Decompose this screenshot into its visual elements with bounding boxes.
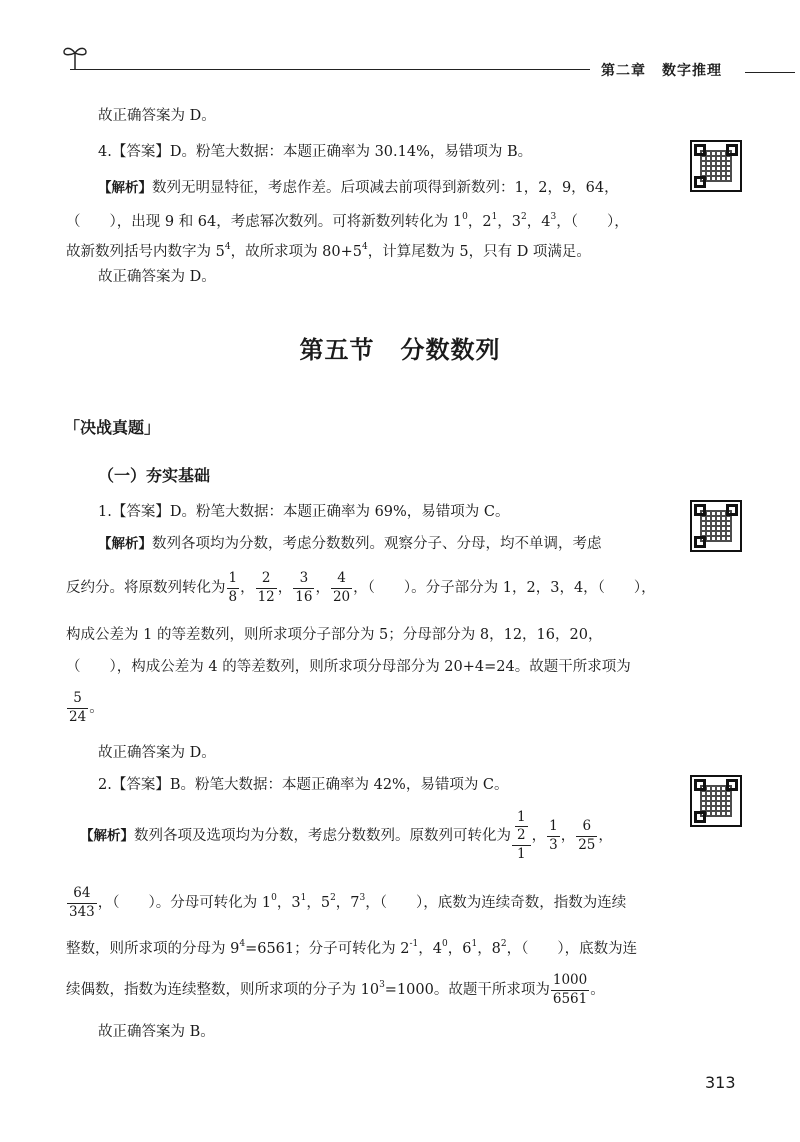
analysis-tag: 【解析】	[98, 180, 152, 196]
q2-answer-line: 2.【答案】B。粉笔大数据：本题正确率为 42%，易错项为 C。	[98, 777, 509, 793]
header-rule-right	[745, 72, 795, 73]
fraction: $\frac{3}{16}$	[295, 570, 313, 605]
fraction: $\frac{1}{8}$	[228, 570, 238, 605]
section-title: 第五节 分数数列	[299, 336, 501, 364]
header-rule	[70, 69, 590, 70]
qr-code[interactable]	[690, 140, 742, 192]
q2-analysis-line4: 续偶数，指数为连续整数，则所求项的分子为 $10^3=1000$。故题干所求项为 $\frac{1000}{6561}$ 。	[66, 972, 605, 1007]
q4-analysis-line2: （ ），出现 9 和 64，考虑幂次数列。可将新数列转化为 $1^0$，$2^1$，$3^2$，$4^3$，（ ），	[66, 212, 629, 230]
fraction: $\frac{6}{25}$	[578, 818, 596, 853]
q1-answer-line: 1.【答案】D。粉笔大数据：本题正确率为 69%，易错项为 C。	[98, 504, 510, 520]
subsection-title: （一）夯实基础	[98, 466, 211, 485]
sprout-icon	[62, 42, 88, 72]
subheading: 「决战真题」	[64, 418, 161, 437]
chapter-title: 数字推理	[662, 63, 722, 79]
q1-answer-fraction: $\frac{5}{24}$ 。	[69, 690, 104, 725]
q1-analysis-line4: （ ），构成公差为 4 的等差数列，则所求项分母部分为 20+4=24。故题干所求项为	[66, 659, 631, 675]
qr-code[interactable]	[690, 500, 742, 552]
q4-analysis-line1: 【解析】数列无明显特征，考虑作差。后项减去前项得到新数列：1，2，9，64，	[98, 180, 619, 196]
q4-answer-line: 4.【答案】D。粉笔大数据：本题正确率为 30.14%，易错项为 B。	[98, 144, 533, 160]
q4-conclusion: 故正确答案为 D。	[98, 269, 216, 285]
q1-analysis-line2: 反约分。将原数列转化为 $\frac{1}{8}$ ， $\frac{2}{12}$ ， $\frac{3}{16}$ ， $\frac{4}{20}$ ，（ ）。分子部分为 1，2，3，4，（ ），	[66, 570, 656, 605]
qr-code[interactable]	[690, 775, 742, 827]
q4-analysis-line3: 故新数列括号内数字为 $5^4$，故所求项为 $80+5^4$，计算尾数为 5，只有 D 项满足。	[66, 242, 591, 260]
q2-analysis-line3: 整数，则所求项的分母为 $9^4=6561$；分子可转化为 $2^{-1}$，$4^0$，$6^1$，$8^2$，（ ），底数为连	[66, 939, 638, 957]
q1-conclusion: 故正确答案为 D。	[98, 745, 216, 761]
analysis-tag: 【解析】	[98, 536, 152, 552]
analysis-tag: 【解析】	[80, 828, 134, 844]
q1-analysis-line1: 【解析】数列各项均为分数，考虑分数数列。观察分子、分母，均不单调，考虑	[98, 536, 602, 552]
q2-analysis-line2: $\frac{64}{343}$ ，（ ）。分母可转化为 $1^0$，$3^1$，$5^2$，$7^3$，（ ），底数为连续奇数，指数为连续	[69, 885, 627, 920]
conclusion-line: 故正确答案为 D。	[98, 108, 216, 124]
q2-analysis-line1: 【解析】数列各项及选项均为分数，考虑分数数列。原数列可转化为 $\frac{\frac{1}{2}}{1}$ ， $\frac{1}{3}$ ， $\frac{6}{25}$ ，	[80, 808, 613, 862]
page-number: 313	[705, 1073, 736, 1092]
q1-analysis-line3: 构成公差为 1 的等差数列，则所求项分子部分为 5；分母部分为 8，12，16，20，	[66, 627, 603, 643]
chapter-number: 第二章	[601, 63, 646, 79]
q2-conclusion: 故正确答案为 B。	[98, 1024, 215, 1040]
running-header	[601, 60, 738, 80]
fraction: $\frac{1}{3}$	[549, 818, 558, 853]
fraction: $\frac{64}{343}$	[69, 885, 95, 920]
fraction: $\frac{2}{12}$	[257, 570, 275, 605]
nested-fraction: $\frac{\frac{1}{2}}{1}$	[512, 811, 531, 862]
fraction: $\frac{1000}{6561}$	[552, 972, 588, 1007]
fraction: $\frac{4}{20}$	[332, 570, 351, 605]
